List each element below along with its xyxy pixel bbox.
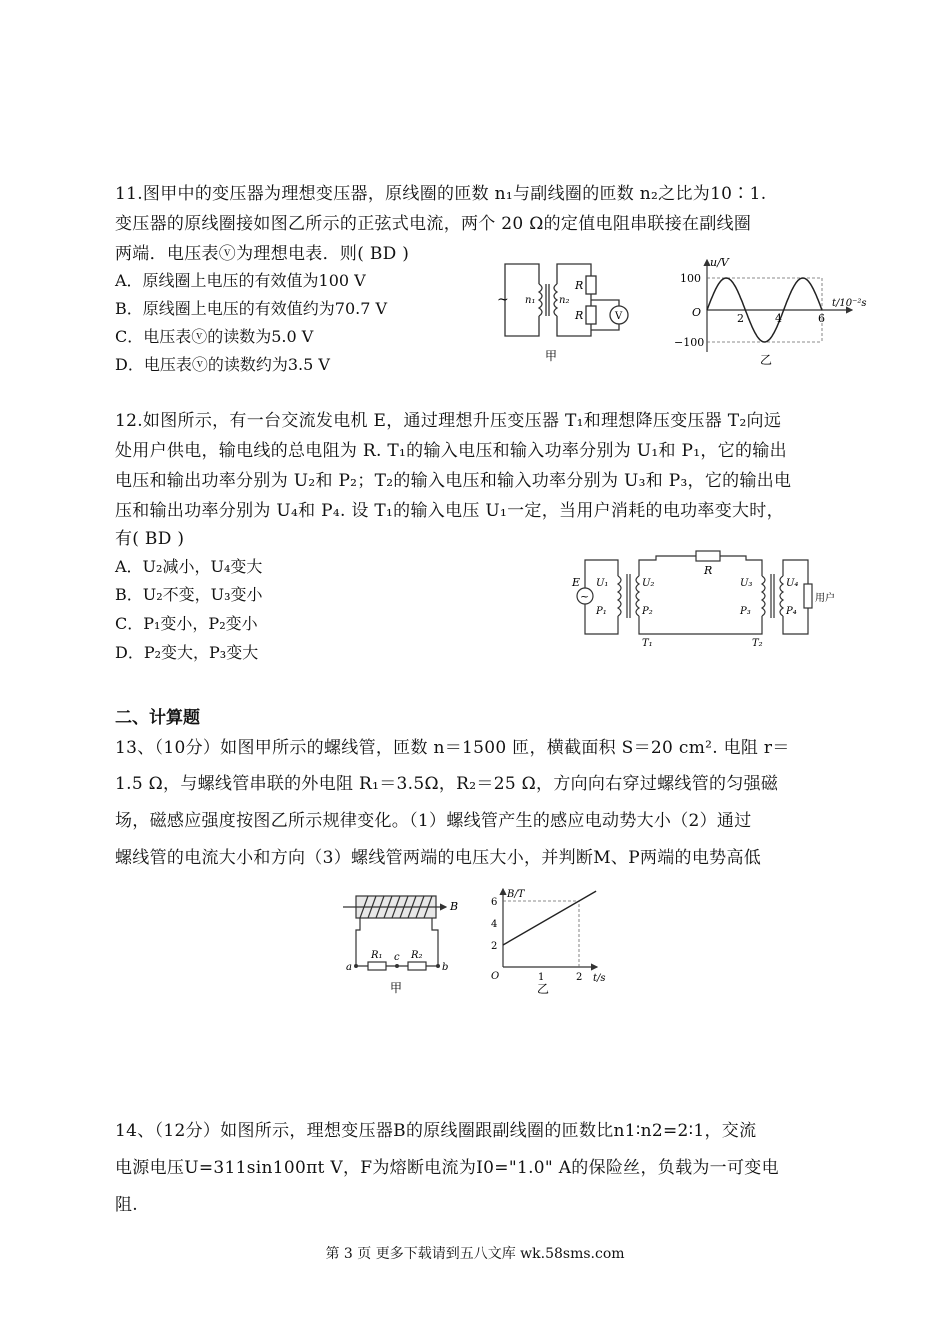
q11-option-b: B．原线圈上电压的有效值约为70.7 V <box>115 299 388 318</box>
u4-label: U₄ <box>786 578 799 589</box>
origin-o-label: O <box>491 971 500 982</box>
q12-option-c: C．P₁变小，P₂变小 <box>115 614 258 633</box>
q12-figure <box>570 552 840 647</box>
b-field-label: B <box>450 900 459 913</box>
a-label: a <box>346 962 352 973</box>
t1-label: T₁ <box>642 638 653 649</box>
t2-label: T₂ <box>752 638 763 649</box>
q12-line-1: 12.如图所示，有一台交流发电机 E，通过理想升压变压器 T₁和理想降压变压器 T₂向远 <box>115 411 782 431</box>
q11-option-a: A．原线圈上电压的有效值为100 V <box>115 271 366 290</box>
q13-line-2: 1.5 Ω，与螺线管串联的外电阻 R₁＝3.5Ω，R₂＝25 Ω，方向向右穿过螺线管的匀强磁 <box>115 774 779 794</box>
p2-label: P₂ <box>642 606 653 617</box>
r2-label: R₂ <box>411 950 423 961</box>
ac-source-symbol: ~ <box>497 292 509 308</box>
q12-line-2: 处用户供电，输电线的总电阻为 R. T₁的输入电压和输入功率分别为 U₁和 P₁，它的输出 <box>115 441 787 461</box>
y-tick-top: 100 <box>680 272 701 285</box>
q11-figure-yi-caption: 乙 <box>760 353 773 367</box>
page-footer: 第 3 页 更多下载请到五八文库 wk.58sms.com <box>325 1246 625 1262</box>
t-axis-label: t/10⁻²s <box>832 298 867 309</box>
x-tick-4: 4 <box>775 312 782 325</box>
y-tick-4: 4 <box>491 919 498 930</box>
q14-line-3: 阻. <box>115 1195 139 1215</box>
q11-figure-yi <box>672 254 872 369</box>
line-resistance-label: R <box>704 564 713 577</box>
q12-line-3: 电压和输出功率分别为 U₂和 P₂；T₂的输入电压和输入功率分别为 U₃和 P₃，它的输出电 <box>115 471 792 491</box>
q14-line-2: 电源电压U=311sin100πt V，F为熔断电流为I0="1.0" A的保险丝，负载为一可变电 <box>115 1158 779 1178</box>
p4-label: P₄ <box>786 606 797 617</box>
q13-figure-yi <box>485 885 615 997</box>
p1-label: P₁ <box>596 606 607 617</box>
generator-label: E <box>572 576 581 589</box>
q12-option-a: A．U₂减小，U₄变大 <box>115 557 263 576</box>
terminal-c-dot <box>395 964 399 968</box>
x-tick-2: 2 <box>737 312 744 325</box>
origin-label: O <box>692 306 702 319</box>
q11-figure-jia-caption: 甲 <box>545 349 558 363</box>
time-axis-label: t/s <box>593 973 606 984</box>
ac-source-icon: ~ <box>580 590 590 603</box>
q11-option-d: D．电压表ⓥ的读数约为3.5 V <box>115 355 330 374</box>
terminal-a-dot <box>354 964 358 968</box>
terminal-b-dot <box>436 964 440 968</box>
resistor-label-lower: R <box>575 309 584 322</box>
q13-figure-jia-caption: 甲 <box>390 981 403 995</box>
x-tick-2-s: 2 <box>576 972 583 983</box>
q13-figure-jia <box>338 888 468 998</box>
q12-option-b: B．U₂不变，U₃变小 <box>115 585 263 604</box>
q13-figure-yi-caption: 乙 <box>537 982 550 996</box>
r1-label: R₁ <box>371 950 383 961</box>
q11-line-1: 11.图甲中的变压器为理想变压器，原线圈的匝数 n₁与副线圈的匝数 n₂之比为10∶1. <box>115 184 767 204</box>
q11-option-c: C．电压表ⓥ的读数为5.0 V <box>115 327 314 346</box>
voltmeter-label: V <box>615 311 623 322</box>
q13-line-1: 13、（10分）如图甲所示的螺线管，匝数 n＝1500 匝，横截面积 S＝20 cm². 电阻 r＝ <box>115 738 790 758</box>
q13-line-3: 场，磁感应强度按图乙所示规律变化。（1）螺线管产生的感应电动势大小（2）通过 <box>115 811 752 831</box>
b-axis-label: B/T <box>507 889 525 900</box>
q11-line-2: 变压器的原线圈接如图乙所示的正弦式电流，两个 20 Ω的定值电阻串联接在副线圈 <box>115 214 752 234</box>
y-tick-2: 2 <box>491 941 498 952</box>
section-title: 二、计算题 <box>115 708 200 728</box>
y-tick-bottom: −100 <box>674 336 705 349</box>
u2-label: U₂ <box>642 578 655 589</box>
q12-line-4: 压和输出功率分别为 U₄和 P₄. 设 T₁的输入电压 U₁一定，当用户消耗的电功率变大时， <box>115 501 784 521</box>
b-terminal-label: b <box>442 962 449 973</box>
u3-label: U₃ <box>740 578 753 589</box>
x-tick-1: 1 <box>538 972 545 983</box>
q12-line-5: 有( BD ) <box>115 529 185 549</box>
c-label: c <box>394 952 400 963</box>
p3-label: P₃ <box>740 606 751 617</box>
x-tick-6: 6 <box>818 312 825 325</box>
n1-label: n₁ <box>525 295 536 306</box>
u-axis-label: u/V <box>710 256 729 269</box>
y-tick-6: 6 <box>491 897 498 908</box>
q11-figure-jia <box>495 256 645 366</box>
u1-label: U₁ <box>596 578 609 589</box>
n2-label: n₂ <box>559 295 570 306</box>
q14-line-1: 14、（12分）如图所示，理想变压器B的原线圈跟副线圈的匝数比n1∶n2=2∶1，交流 <box>115 1121 757 1141</box>
resistor-label-upper: R <box>575 279 584 292</box>
q12-option-d: D．P₂变大，P₃变大 <box>115 643 259 662</box>
user-label: 用户 <box>815 593 835 604</box>
q13-line-4: 螺线管的电流大小和方向（3）螺线管两端的电压大小，并判断M、P两端的电势高低 <box>115 848 762 868</box>
q11-line-3: 两端．电压表ⓥ为理想电表．则( BD ) <box>115 244 410 264</box>
